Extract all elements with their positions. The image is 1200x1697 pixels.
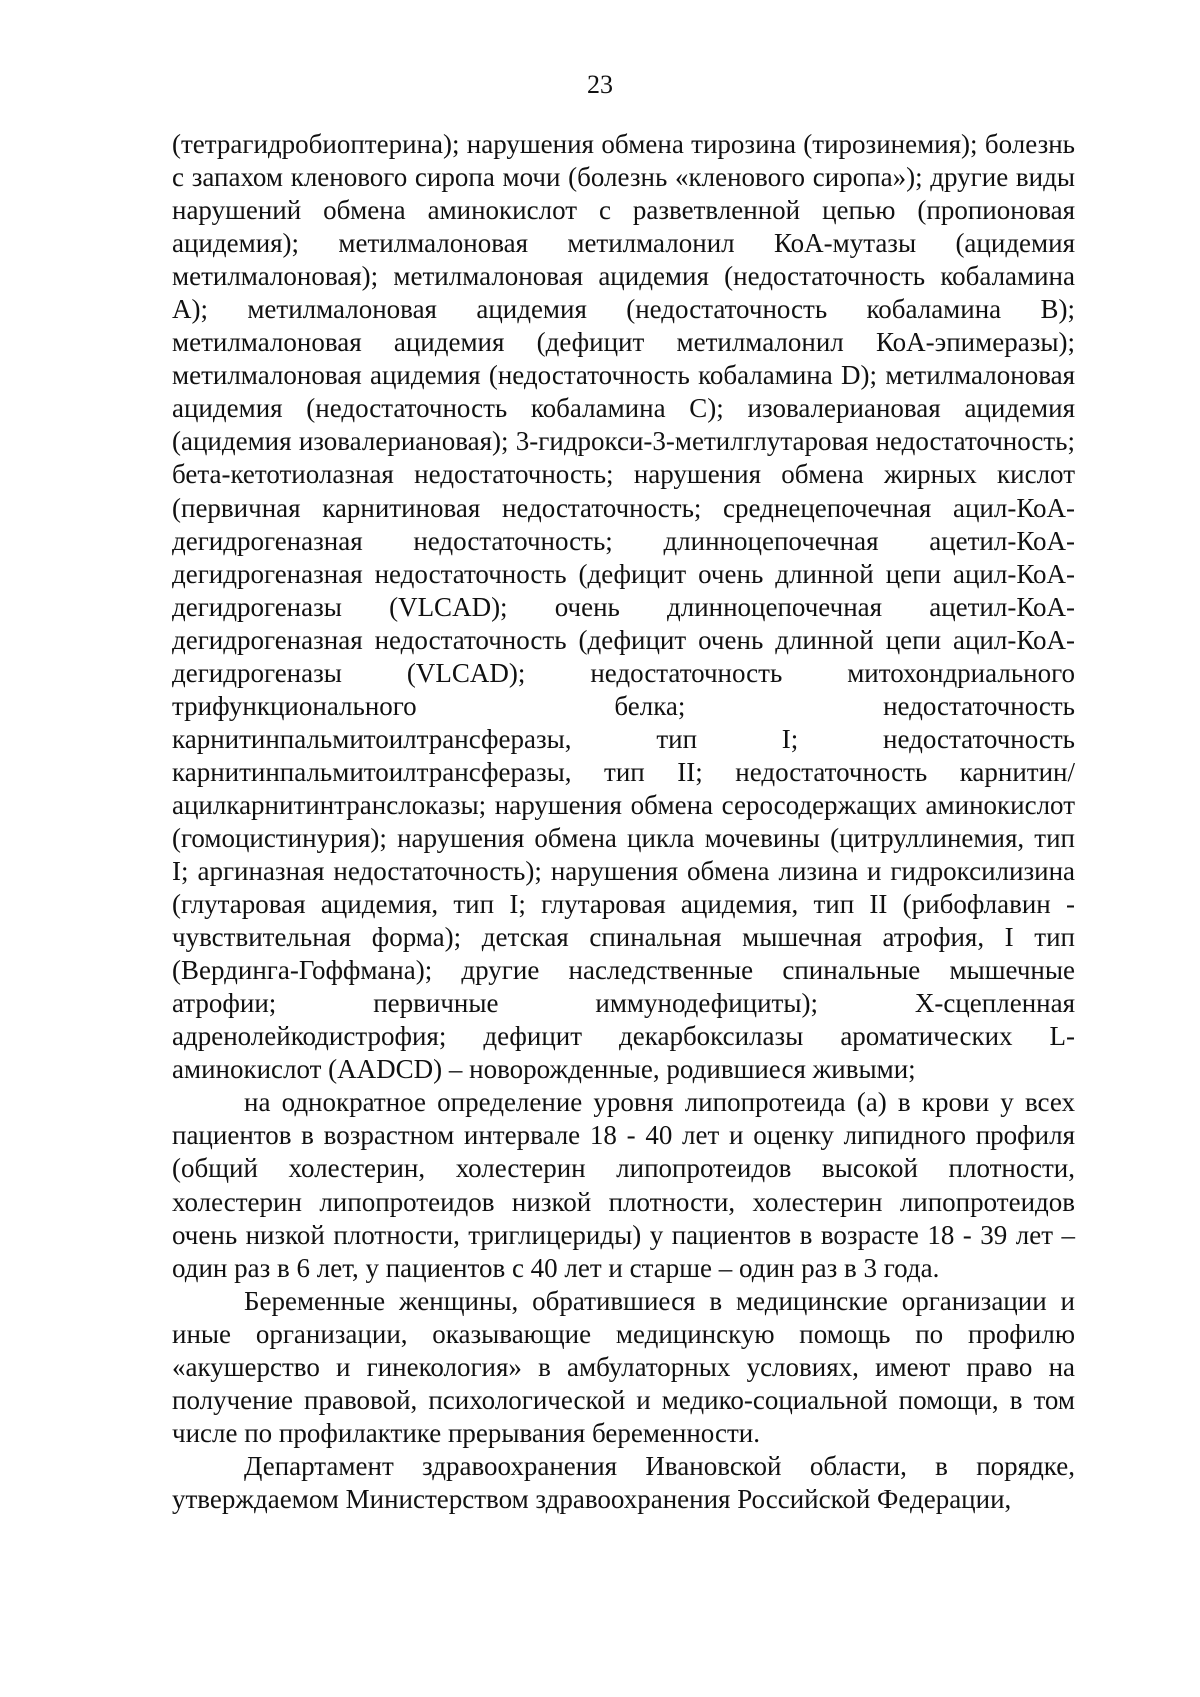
- paragraph: Департамент здравоохранения Ивановской области, в порядке, утверждаемом Министерством здравоохранения Российской Федерации,: [172, 1450, 1075, 1514]
- document-body: [172, 128, 1075, 1516]
- page-number: 23: [587, 70, 613, 99]
- paragraph-continuation: (тетрагидробиоптерина); нарушения обмена тирозина (тирозинемия); болезнь с запахом кленового сиропа мочи (болезнь «кленового сиропа»); другие виды нарушений обмена аминокислот с разветвленной цепью (пропионовая ацидемия); метилмалоновая метилмалонил КоА-мутазы (ацидемия метилмалоновая); метилмалоновая ацидемия (недостаточность кобаламина A); метилмалоновая ацидемия (недостаточность кобаламина B); метилмалоновая ацидемия (дефицит метилмалонил КоА-эпимеразы); метилмалоновая ацидемия (недостаточность кобаламина D); метилмалоновая ацидемия (недостаточность кобаламина C); изовалериановая ацидемия (ацидемия изовалериановая); 3-гидрокси-3-метилглутаровая недостаточность; бета-кетотиолазная недостаточность; нарушения обмена жирных кислот (первичная карнитиновая недостаточность; среднецепочечная ацил-КоА-дегидрогеназная недостаточность; длинноцепочечная ацетил-КоА-дегидрогеназная недостаточность (дефицит очень длинной цепи ацил-КоА-дегидрогеназы (VLCAD); очень длинноцепочечная ацетил-КоА-дегидрогеназная недостаточность (дефицит очень длинной цепи ацил-КоА-дегидрогеназы (VLCAD); недостаточность митохондриального трифункционального белка; недостаточность карнитинпальмитоилтрансферазы, тип I; недостаточность карнитинпальмитоилтрансферазы, тип II; недостаточность карнитин/ацилкарнитинтранслоказы; нарушения обмена серосодержащих аминокислот (гомоцистинурия); нарушения обмена цикла мочевины (цитруллинемия, тип I; аргиназная недостаточность); нарушения обмена лизина и гидроксилизина (глутаровая ацидемия, тип I; глутаровая ацидемия, тип II (рибофлавин - чувствительная форма); детская спинальная мышечная атрофия, I тип (Вердинга-Гоффмана); другие наследственные спинальные мышечные атрофии; первичные иммунодефициты); X-сцепленная адренолейкодистрофия; дефицит декарбоксилазы ароматических L-аминокислот (AADCD) – новорожденные, родившиеся живыми;: [172, 129, 1075, 1085]
- paragraph: Беременные женщины, обратившиеся в медицинские организации и иные организации, оказывающие медицинскую помощь по профилю «акушерство и гинекология» в амбулаторных условиях, имеют право на получение правовой, психологической и медико-социальной помощи, в том числе по профилактике прерывания беременности.: [172, 1285, 1075, 1448]
- paragraph: на однократное определение уровня липопротеида (а) в крови у всех пациентов в возрастном интервале 18 - 40 лет и оценку липидного профиля (общий холестерин, холестерин липопротеидов высокой плотности, холестерин липопротеидов низкой плотности, холестерин липопротеидов очень низкой плотности, триглицериды) у пациентов в возрасте 18 - 39 лет – один раз в 6 лет, у пациентов с 40 лет и старше – один раз в 3 года.: [172, 1087, 1075, 1283]
